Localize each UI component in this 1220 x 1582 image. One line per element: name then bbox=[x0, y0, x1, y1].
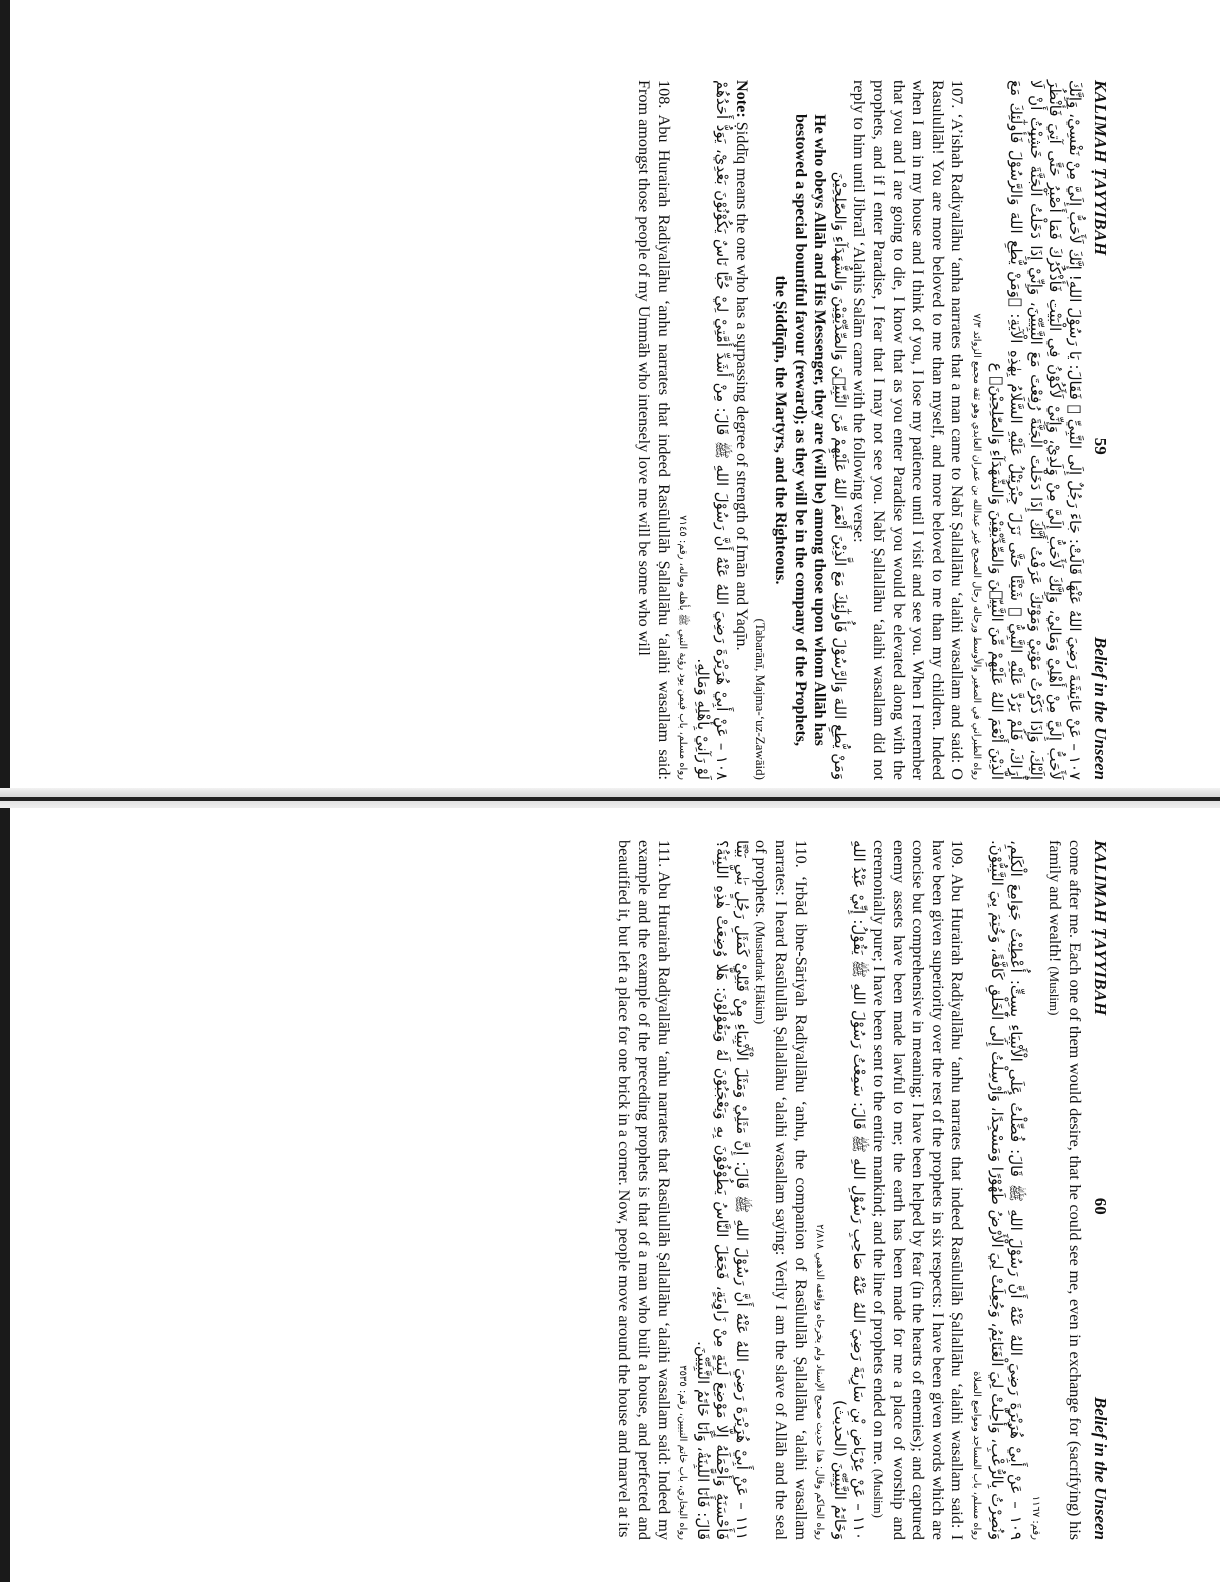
page-59 bbox=[110, 80, 1110, 780]
hadith-107-english: 107. ‘A’ishah Radiyallāhu ‘anha narrates that a man came to Nabī Ṣallallāhu ‘alaihi wasallam and said: O Rasulullāh! You are more beloved to me than myself, and more beloved to me than my children. Indeed when I am in my house and I think of you, I lose my patience until I visit and see you. When I remember that you and I are going to die, I know that as you enter Paradise you would be elevated along with the prophets, and if I enter Paradise, I fear that I may not see you. Nabī Ṣallallāhu ‘alaihi wasallam did not reply to him until Jibraīl ‘Alaihis Salām came with the following verse: bbox=[850, 80, 967, 780]
page-number: 59 bbox=[1091, 437, 1110, 455]
note-paragraph bbox=[731, 80, 751, 780]
note-label: Note: bbox=[732, 80, 751, 118]
hadith-107-arabic: ١٠٧ – عَنْ عَائِشَةَ رَضِيَ اللهُ عَنْهَا قَالَتْ: جَاءَ رَجُلٌ إِلَى النَّبِيِّ ﷺ فَقَالَ: يَا رَسُوْلَ اللهِ! إِنَّكَ لَأَحَبُّ إِلَيَّ مِنْ نَفْسِيْ، وَإِنَّكَ لَأَحَبُّ إِلَيَّ مِنْ أَهْلِيْ وَمَالِيْ، وَإِنَّكَ لَأَحَبُّ إِلَيَّ مِنْ وَلَدِيْ، وَإِنِّيْ لَأَكُوْنُ فِي الْبَيْتِ فَأَذْكُرُكَ فَمَا أَصْبِرُ حَتَّى آتِيَ فَأَنْظُرَ إِلَيْكَ، وَإِذَا ذَكَرْتُ مَوْتِيْ وَمَوْتَكَ عَرَفْتُ أَنَّكَ إِذَا دَخَلْتَ الْجَنَّةَ رُفِعْتَ مَعَ النَّبِيِّيْنَ، وَإِنِّيْ إِذَا دَخَلْتُ الْجَنَّةَ خَشِيْتُ أَنْ لَا أَرَاكَ، فَلَمْ يَرُدَّ عَلَيْهِ النَّبِيُّ ﷺ شَيْئًا حَتَّى نَزَلَ جِبْرَئِيْلُ عَلَيْهِ السَّلَامُ بِهٰذِهِ الْآيَةِ: ﴿وَمَنْ يُّطِعِ اللهَ وَالرَّسُوْلَ فَأُولٰٓئِكَ مَعَ الَّذِيْنَ أَنْعَمَ اللهُ عَلَيْهِمْ مِّنَ النَّبِيّٖنَ وَالصِّدِّيْقِيْنَ وَالشُّهَدَآءِ وَالصّٰلِحِيْنَ﴾ ع bbox=[987, 80, 1084, 780]
hadith-111 bbox=[614, 840, 751, 1540]
hadith-108-continued bbox=[1025, 840, 1084, 1540]
hadith-110-reference: رواه الحاكم وقال: هذا حديث صحيح الإسناد ولم يخرجاه ووافقه الذهبي ٢/٨١٨ bbox=[814, 1224, 826, 1540]
running-header bbox=[1084, 80, 1110, 780]
hadith-109-reference: رواه مسلم، باب المساجد ومواضع الصلاة bbox=[971, 1371, 983, 1540]
hadith-107-reference: رواه الطبراني في الصغير والأوسط ورجاله رجال الصحيح غير عبدالله بن عمران العابدي وهو ثقة مجمع الزوائد ٧/٣ bbox=[971, 313, 983, 780]
header-chapter-title: Belief in the Unseen bbox=[1091, 1396, 1110, 1540]
hadith-109-arabic: ١٠٩ – عَنْ أَبِيْ هُرَيْرَةَ رَضِيَ اللهُ عَنْهُ أَنَّ رَسُوْلَ اللهِ ﷺ قَالَ: فُضِّلْتُ عَلَى الْأَنْبِيَاءِ بِسِتٍّ: أُعْطِيْتُ جَوَامِعَ الْكَلِمِ، وَنُصِرْتُ بِالرُّعْبِ، وَأُحِلَّتْ لِيَ الْغَنَائِمُ، وَجُعِلَتْ لِيَ الْأَرْضُ طَهُوْرًا وَمَسْجِدًا، وَأُرْسِلْتُ إِلَى الْخَلْقِ كَافَّةً، وَخُتِمَ بِيَ النَّبِيُّوْنَ. bbox=[987, 840, 1026, 1540]
hadith-109-english: 109. Abu Hurairah Radiyallāhu ‘anhu narrates that indeed Rasūlullāh Ṣallallāhu ‘alaihi wasallam said: I have been given superiority over the rest of the prophets in six respects: I have been given words which are concise but comprehensive in meaning; I have been helped by fear (in the hearts of enemies); and captured enemy assets have been made lawful to me; the earth has been made for me a place of worship and ceremonially pure; I have been sent to the entire mankind; and the line of prophets ended on me. bbox=[870, 840, 967, 1540]
verse-english: He who obeys Allāh and His Messenger, they are (will be) among those upon whom Allāh has bestowed a special bountiful favour (reward); as they will be in the company of the Prophets, the Ṣiddīqīn, the Martyrs, and the Righteous. bbox=[772, 114, 829, 746]
verse-arabic: وَمَنْ يُّطِعِ اللهَ وَالرَّسُوْلَ فَأُولٰٓئِكَ مَعَ الَّذِيْنَ أَنْعَمَ اللهُ عَلَيْهِمْ مِّنَ النَّبِيّٖنَ وَالصِّدِّيْقِيْنَ وَالشُّهَدَآءِ وَالصّٰلِحِيْنَ bbox=[830, 171, 849, 780]
hadith-109-source: (Muslim) bbox=[871, 1468, 887, 1518]
header-book-title: KALIMAH ṬAYYIBAH bbox=[1091, 80, 1110, 256]
quran-verse bbox=[751, 80, 849, 780]
hadith-111-arabic: ١١١ – عَنْ أَبِيْ هُرَيْرَةَ رَضِيَ اللهُ عَنْهُ أَنَّ رَسُوْلَ اللهِ ﷺ قَالَ: إِنَّ مَثَلِيْ وَمَثَلَ الْأَنْبِيَاءِ مِنْ قَبْلِيْ كَمَثَلِ رَجُلٍ بَنٰى بَيْتًا فَأَحْسَنَهُ وَأَجْمَلَهُ إِلَّا مَوْضِعَ لَبِنَةٍ مِنْ زَاوِيَةٍ، فَجَعَلَ النَّاسُ يَطُوْفُوْنَ بِهِ وَيَعْجَبُوْنَ لَهُ وَيَقُوْلُوْنَ: هَلَّا وُضِعَتْ هٰذِهِ اللَّبِنَةُ؟ قَالَ: فَأَنَا اللَّبِنَةُ، وَأَنَا خَاتَمُ النَّبِيِّيْنَ. bbox=[693, 840, 751, 1540]
page-number: 60 bbox=[1091, 1197, 1110, 1215]
page-60 bbox=[110, 840, 1110, 1540]
hadith-108 bbox=[633, 80, 731, 780]
hadith-111-english: 111. Abu Hurairah Radiyallāhu ‘anhu narrates that Rasūlullāh Ṣallallāhu ‘alaihi wasallam said: Indeed my example and the example of the preceding prophets is that of a man who built a house, and perfected and beautified it, but left a place for one brick in a corner. Now, people move around the house and marvel at its bbox=[615, 840, 673, 1540]
verse-source: (Tabarānī, Majma-‘uz-Zawāid) bbox=[753, 618, 769, 780]
hadith-110-english-paragraph bbox=[751, 840, 810, 1540]
hadith-110 bbox=[751, 840, 869, 1540]
hadith-109 bbox=[868, 840, 1025, 1540]
hadith-110-english: 110. ‘Irbād ibne-Sāriyah Radiyallāhu ‘anhu, the companion of Rasūlullāh Ṣallallāhu ‘alaihi wasallam narrates: I heard Rasūlullāh Ṣallallāhu ‘alaihi wasallam saying: Verily I am the slave of Allāh and the seal of prophets. bbox=[752, 840, 810, 1540]
hadith-108-arabic: ١٠٨ – عَنْ أَبِيْ هُرَيْرَةَ رَضِيَ اللهُ عَنْهُ أَنَّ رَسُوْلَ اللهِ ﷺ قَالَ: مِنْ أَشَدِّ أُمَّتِيْ لِيْ حُبًّا نَاسٌ يَكُوْنُوْنَ بَعْدِيْ، يَوَدُّ أَحَدُهُمْ لَوْ رَآنِيْ بِأَهْلِهِ وَمَالِهِ. bbox=[693, 80, 732, 780]
running-header bbox=[1084, 840, 1110, 1540]
continued-source: (Muslim) bbox=[1047, 966, 1063, 1016]
hadith-110-arabic: ١١٠ – عَنْ عِرْبَاضِ بْنِ سَارِيَةَ رَضِيَ اللهُ عَنْهُ صَاحِبِ رَسُوْلِ اللهِ ﷺ قَالَ: سَمِعْتُ رَسُوْلَ اللهِ ﷺ يَقُوْلُ: إِنِّيْ عَبْدُ اللهِ وَخَاتَمُ النَّبِيِّيْنَ (الحديث) bbox=[830, 840, 869, 1540]
continued-english bbox=[1045, 840, 1084, 1540]
hadith-109-english-paragraph bbox=[868, 840, 966, 1540]
continued-text: come after me. Each one of them would desire, that he could see me, even in exchange for (sacrifying) his family and wealth! bbox=[1046, 840, 1084, 1540]
continued-reference: رقم: ١١٦٧ bbox=[1029, 1495, 1041, 1540]
hadith-108-reference: رواه مسلم، باب فيمن يود رؤية النبي ﷺ بأهله وماله، رقم: ٧١٤٥ bbox=[677, 515, 689, 780]
hadith-111-reference: رواه البخاري، باب خاتم النبيين، رقم: ٣٥٣٥ bbox=[677, 1365, 689, 1540]
note-text: Ṣiddīq means the one who has a surpassing degree of strength of Imān and Yaqīn. bbox=[732, 121, 751, 651]
header-book-title: KALIMAH ṬAYYIBAH bbox=[1091, 840, 1110, 1016]
hadith-107 bbox=[849, 80, 1084, 780]
hadith-108-english: 108. Abu Hurairah Radiyallāhu ‘anhu narrates that indeed Rasūlullāh Ṣallallāhu ‘alaihi wasallam said: From amongst those people of my Ummāh who intensely love me will be some who will bbox=[634, 80, 673, 780]
header-chapter-title: Belief in the Unseen bbox=[1091, 636, 1110, 780]
gutter-shadow-line bbox=[0, 797, 1220, 801]
hadith-110-source: (Mustadrak Ḥākim) bbox=[753, 921, 769, 1025]
